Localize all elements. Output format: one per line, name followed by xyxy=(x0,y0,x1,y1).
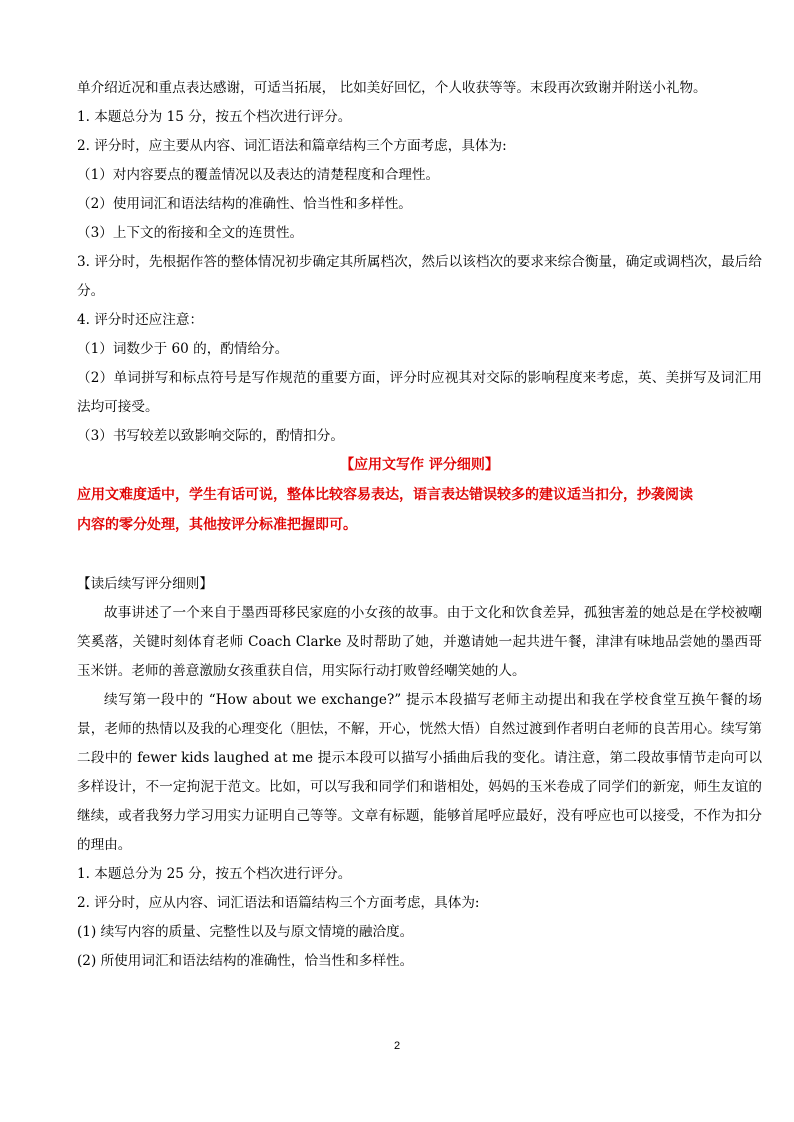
rule-2-item-1: （1）对内容要点的覆盖情况以及表达的清楚程度和合理性。 xyxy=(77,167,440,183)
continuation-heading: 【读后续写评分细则】 xyxy=(77,576,213,592)
rule-2: 2. 评分时，应主要从内容、词汇语法和篇章结构三个方面考虑，具体为: xyxy=(77,138,507,154)
rule-4: 4. 评分时还应注意： xyxy=(77,312,204,328)
rule-4-item-2: （2）单词拼写和标点符号是写作规范的重要方面，评分时应视其对交际的影响程度来考虑，英、美拼写及词汇用法均可接受。 xyxy=(77,370,762,415)
intro-line: 单介绍近况和重点表达感谢，可适当拓展， 比如美好回忆，个人收获等等。末段再次致谢并附送小礼物。 xyxy=(77,80,707,96)
applied-writing-title: 【应用文写作 评分细则】 xyxy=(340,457,499,473)
continuation-rule-2-item-2: (2) 所使用词汇和语法结构的准确性，恰当性和多样性。 xyxy=(77,953,414,969)
applied-writing-body-line-1: 应用文难度适中，学生有话可说，整体比较容易表达，语言表达错误较多的建议适当扣分，抄袭阅读 xyxy=(77,487,693,503)
rule-4-item-3: （3）书写较差以致影响交际的，酌情扣分。 xyxy=(77,428,344,444)
rule-4-item-1: （1）词数少于 60 的，酌情给分。 xyxy=(77,341,289,357)
continuation-rule-1: 1. 本题总分为 25 分，按五个档次进行评分。 xyxy=(77,866,352,882)
rule-2-item-3: （3）上下文的衔接和全文的连贯性。 xyxy=(77,225,304,241)
continuation-rule-2-item-1: (1) 续写内容的质量、完整性以及与原文情境的融洽度。 xyxy=(77,924,414,940)
page-number: 2 xyxy=(393,1040,401,1052)
section-spacer xyxy=(77,540,762,570)
rule-3: 3. 评分时，先根据作答的整体情况初步确定其所属档次，然后以该档次的要求来综合衡量，确定或调档次，最后给分。 xyxy=(77,254,762,299)
continuation-paragraph-1: 故事讲述了一个来自于墨西哥移民家庭的小女孩的故事。由于文化和饮食差异，孤独害羞的她总是在学校被嘲笑奚落，关键时刻体育老师 Coach Clarke 及时帮助了她，并邀请她一起共进午餐，津津有味地品尝她的墨西哥玉米饼。老师的善意激励女孩重获自信，用实际行动打败曾经嘲笑她的人。 xyxy=(77,605,762,679)
rule-1: 1. 本题总分为 15 分，按五个档次进行评分。 xyxy=(77,109,352,125)
document-page xyxy=(77,74,762,976)
continuation-paragraph-2: 续写第一段中的 “How about we exchange?” 提示本段描写老师主动提出和我在学校食堂互换午餐的场景，老师的热情以及我的心理变化（胆怯，不解，开心，恍然大悟）自然过渡到作者明白老师的良苦用心。续写第二段中的 fewer kids laughed at me 提示本段可以描写小插曲后我的变化。请注意，第二段故事情节走向可以多样设计，不一定拘泥于范文。比如，可以写我和同学们和谐相处，妈妈的玉米卷成了同学们的新宠，师生友谊的继续，或者我努力学习用实力证明自己等等。文章有标题，能够首尾呼应最好，没有呼应也可以接受，不作为扣分的理由。 xyxy=(77,692,762,853)
applied-writing-body-line-2: 内容的零分处理，其他按评分标准把握即可。 xyxy=(77,517,357,533)
rule-2-item-2: （2）使用词汇和语法结构的准确性、恰当性和多样性。 xyxy=(77,196,412,212)
continuation-rule-2: 2. 评分时，应从内容、词汇语法和语篇结构三个方面考虑，具体为: xyxy=(77,895,480,911)
